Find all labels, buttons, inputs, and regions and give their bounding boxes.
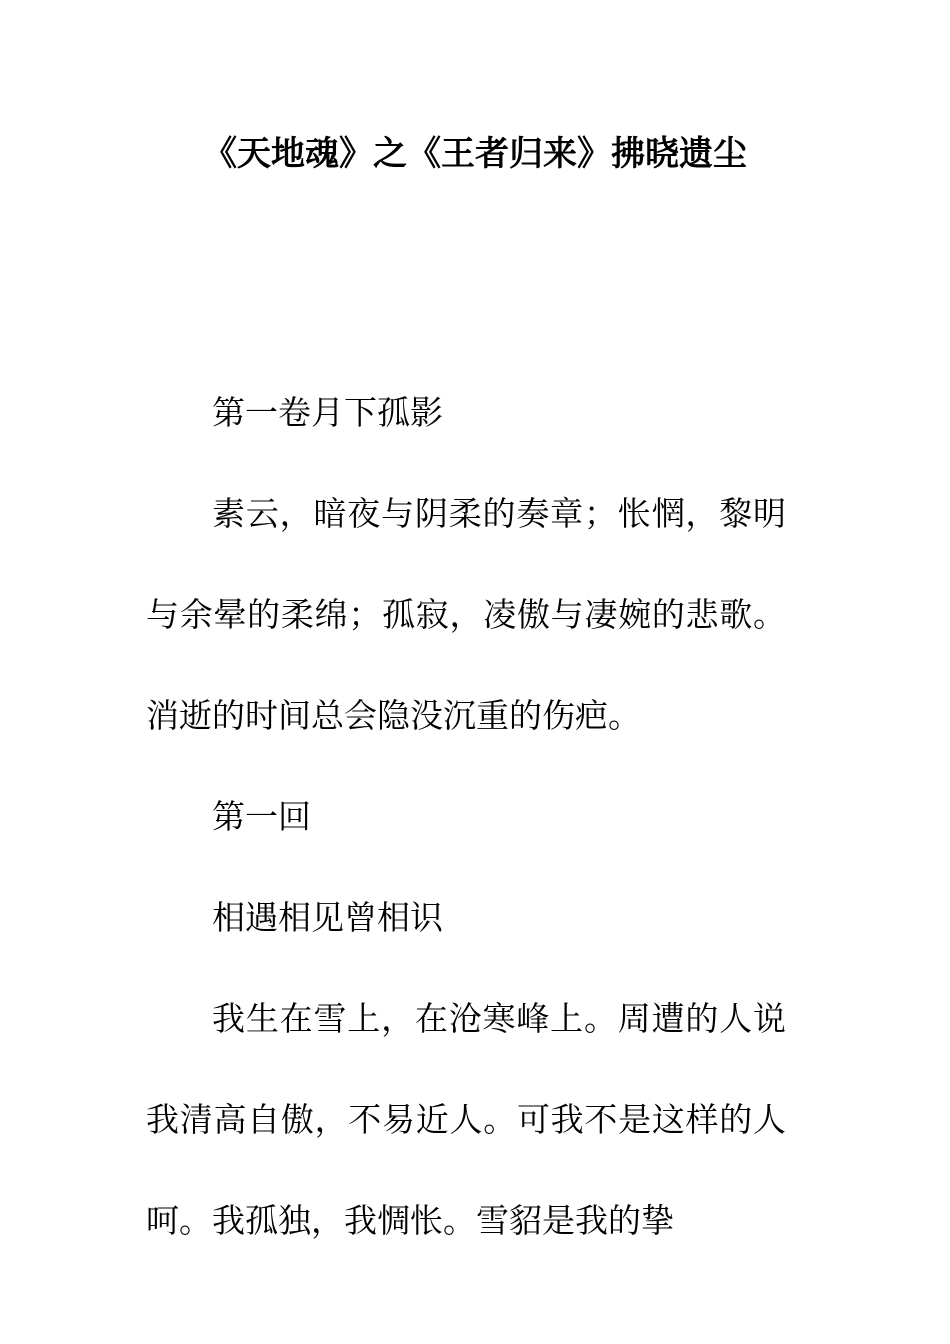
body-paragraph: 我生在雪上，在沧寒峰上。周遭的人说我清高自傲，不易近人。可我不是这样的人呵。我孤独，我惆怅。雪貂是我的挚 bbox=[146, 999, 786, 1240]
volume-heading: 第一卷月下孤影 bbox=[212, 393, 443, 432]
chapter-heading: 第一回 bbox=[212, 797, 311, 836]
chapter-subtitle: 相遇相见曾相识 bbox=[212, 898, 443, 937]
intro-paragraph: 素云，暗夜与阴柔的奏章；怅惘，黎明与余晕的柔绵；孤寂，凌傲与凄婉的悲歌。消逝的时间总会隐没沉重的伤疤。 bbox=[146, 494, 786, 735]
document-body bbox=[146, 362, 786, 1271]
document-title: 《天地魂》之《王者归来》拂晓遗尘 bbox=[203, 134, 747, 174]
